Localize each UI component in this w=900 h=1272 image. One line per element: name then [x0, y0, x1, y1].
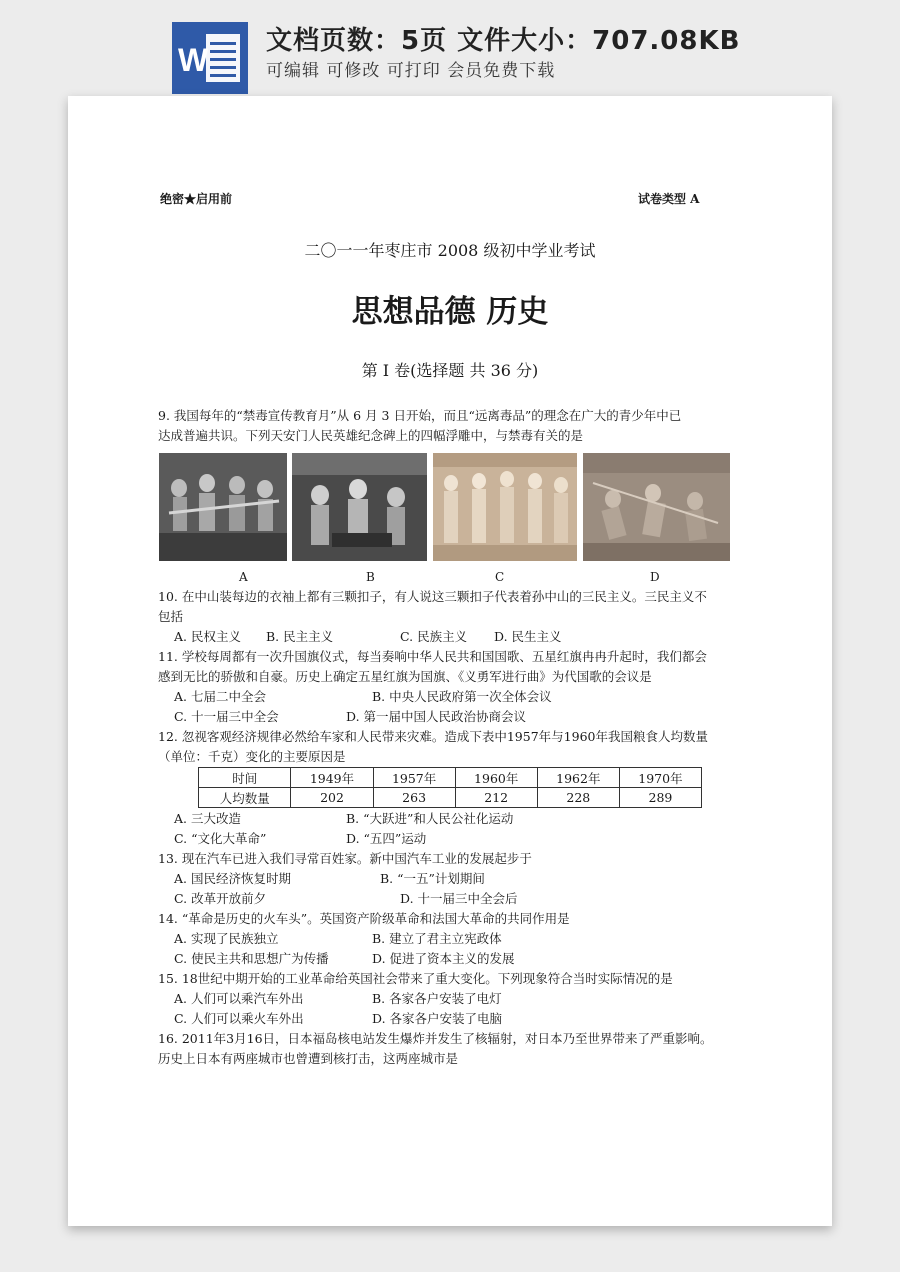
image-label-d: D	[650, 570, 660, 584]
question-10-line-2: 包括	[158, 609, 184, 624]
question-13-line-1: 13. 现在汽车已进入我们寻常百姓家。新中国汽车工业的发展起步于	[158, 851, 532, 866]
file-info-title: 文档页数：5页 文件大小：707.08KB	[266, 26, 741, 56]
file-info-subtitle: 可编辑 可修改 可打印 会员免费下载	[266, 61, 556, 81]
question-11-line-1: 11. 学校每周都有一次升国旗仪式，每当奏响中华人民共和国国歌、五星红旗冉冉升起时，我们都会	[158, 649, 707, 664]
table-cell: 1960年	[455, 768, 537, 788]
table-cell: 202	[291, 788, 373, 808]
download-banner	[0, 0, 900, 100]
table-cell: 时间	[199, 768, 291, 788]
question-12-line-1: 12. 忽视客观经济规律必然给车家和人民带来灾难。造成下表中1957年与1960年我国粮食人均数量	[158, 729, 708, 744]
q13-option-b: B. “一五”计划期间	[380, 871, 485, 886]
table-cell: 1970年	[619, 768, 701, 788]
q11-option-d: D. 第一届中国人民政治协商会议	[346, 709, 527, 724]
question-16-line-2: 历史上日本有两座城市也曾遭到核打击，这两座城市是	[158, 1051, 459, 1066]
question-12-line-2: （单位：千克）变化的主要原因是	[158, 749, 346, 764]
q10-option-a: A. 民权主义	[174, 629, 241, 644]
question-9-line-2: 达成普遍共识。下列天安门人民英雄纪念碑上的四幅浮雕中，与禁毒有关的是	[158, 428, 584, 443]
q11-option-a: A. 七届二中全会	[174, 689, 266, 704]
question-11-line-2: 感到无比的骄傲和自豪。历史上确定五星红旗为国旗、《义勇军进行曲》为代国歌的会议是	[158, 669, 652, 684]
q12-option-b: B. “大跃进”和人民公社化运动	[346, 811, 514, 826]
q11-option-c: C. 十一届三中全会	[174, 709, 279, 724]
table-cell: 1957年	[373, 768, 455, 788]
paper-type-label: 试卷类型 A	[638, 192, 700, 206]
document-page	[68, 96, 832, 1226]
question-10-line-1: 10. 在中山装每边的衣袖上都有三颗扣子，有人说这三颗扣子代表着孙中山的三民主义。三民主义不	[158, 589, 707, 604]
q14-option-a: A. 实现了民族独立	[174, 931, 279, 946]
relief-image-d	[583, 453, 730, 561]
q12-option-d: D. “五四”运动	[346, 831, 427, 846]
q13-option-d: D. 十一届三中全会后	[400, 891, 518, 906]
question-15-line-1: 15. 18世纪中期开始的工业革命给英国社会带来了重大变化。下列现象符合当时实际情况的是	[158, 971, 673, 986]
q12-option-c: C. “文化大革命”	[174, 831, 267, 846]
table-cell: 289	[619, 788, 701, 808]
q13-option-a: A. 国民经济恢复时期	[174, 871, 291, 886]
relief-image-c	[433, 453, 577, 561]
table-cell: 人均数量	[199, 788, 291, 808]
table-cell: 1949年	[291, 768, 373, 788]
section-title: 第 I 卷(选择题 共 36 分)	[361, 361, 539, 380]
q15-option-a: A. 人们可以乘汽车外出	[174, 991, 304, 1006]
question-14-line-1: 14. “革命是历史的火车头”。英国资产阶级革命和法国大革命的共同作用是	[158, 911, 570, 926]
q14-option-d: D. 促进了资本主义的发展	[372, 951, 515, 966]
question-16-line-1: 16. 2011年3月16日，日本福岛核电站发生爆炸并发生了核辐射，对日本乃至世界带来了严重影响。	[158, 1031, 713, 1046]
image-label-c: C	[495, 570, 505, 584]
subject-title: 思想品德 历史	[351, 294, 549, 330]
q15-option-c: C. 人们可以乘火车外出	[174, 1011, 304, 1026]
q10-option-b: B. 民主主义	[266, 629, 334, 644]
table-cell: 228	[537, 788, 619, 808]
question-9-line-1: 9. 我国每年的“禁毒宣传教育月”从 6 月 3 日开始，而且“远离毒品”的理念在广大的青少年中已	[158, 408, 682, 423]
relief-image-a	[159, 453, 287, 561]
table-row	[199, 788, 702, 808]
word-document-icon	[172, 22, 248, 94]
table-cell: 1962年	[537, 768, 619, 788]
q15-option-b: B. 各家各户安装了电灯	[372, 991, 502, 1006]
q12-option-a: A. 三大改造	[174, 811, 241, 826]
q14-option-c: C. 使民主共和思想广为传播	[174, 951, 329, 966]
image-label-b: B	[366, 570, 375, 584]
grain-per-capita-table	[198, 767, 702, 808]
table-cell: 212	[455, 788, 537, 808]
table-cell: 263	[373, 788, 455, 808]
q11-option-b: B. 中央人民政府第一次全体会议	[372, 689, 552, 704]
image-label-a: A	[239, 570, 248, 584]
confidential-label: 绝密★启用前	[160, 192, 233, 206]
q15-option-d: D. 各家各户安装了电脑	[372, 1011, 503, 1026]
q14-option-b: B. 建立了君主立宪政体	[372, 931, 502, 946]
relief-image-b	[292, 453, 427, 561]
table-row	[199, 768, 702, 788]
word-icon-letter: W	[178, 42, 209, 78]
q10-option-d: D. 民生主义	[494, 629, 562, 644]
q10-option-c: C. 民族主义	[400, 629, 468, 644]
exam-title: 二〇一一年枣庄市 2008 级初中学业考试	[304, 241, 596, 260]
q13-option-c: C. 改革开放前夕	[174, 891, 267, 906]
